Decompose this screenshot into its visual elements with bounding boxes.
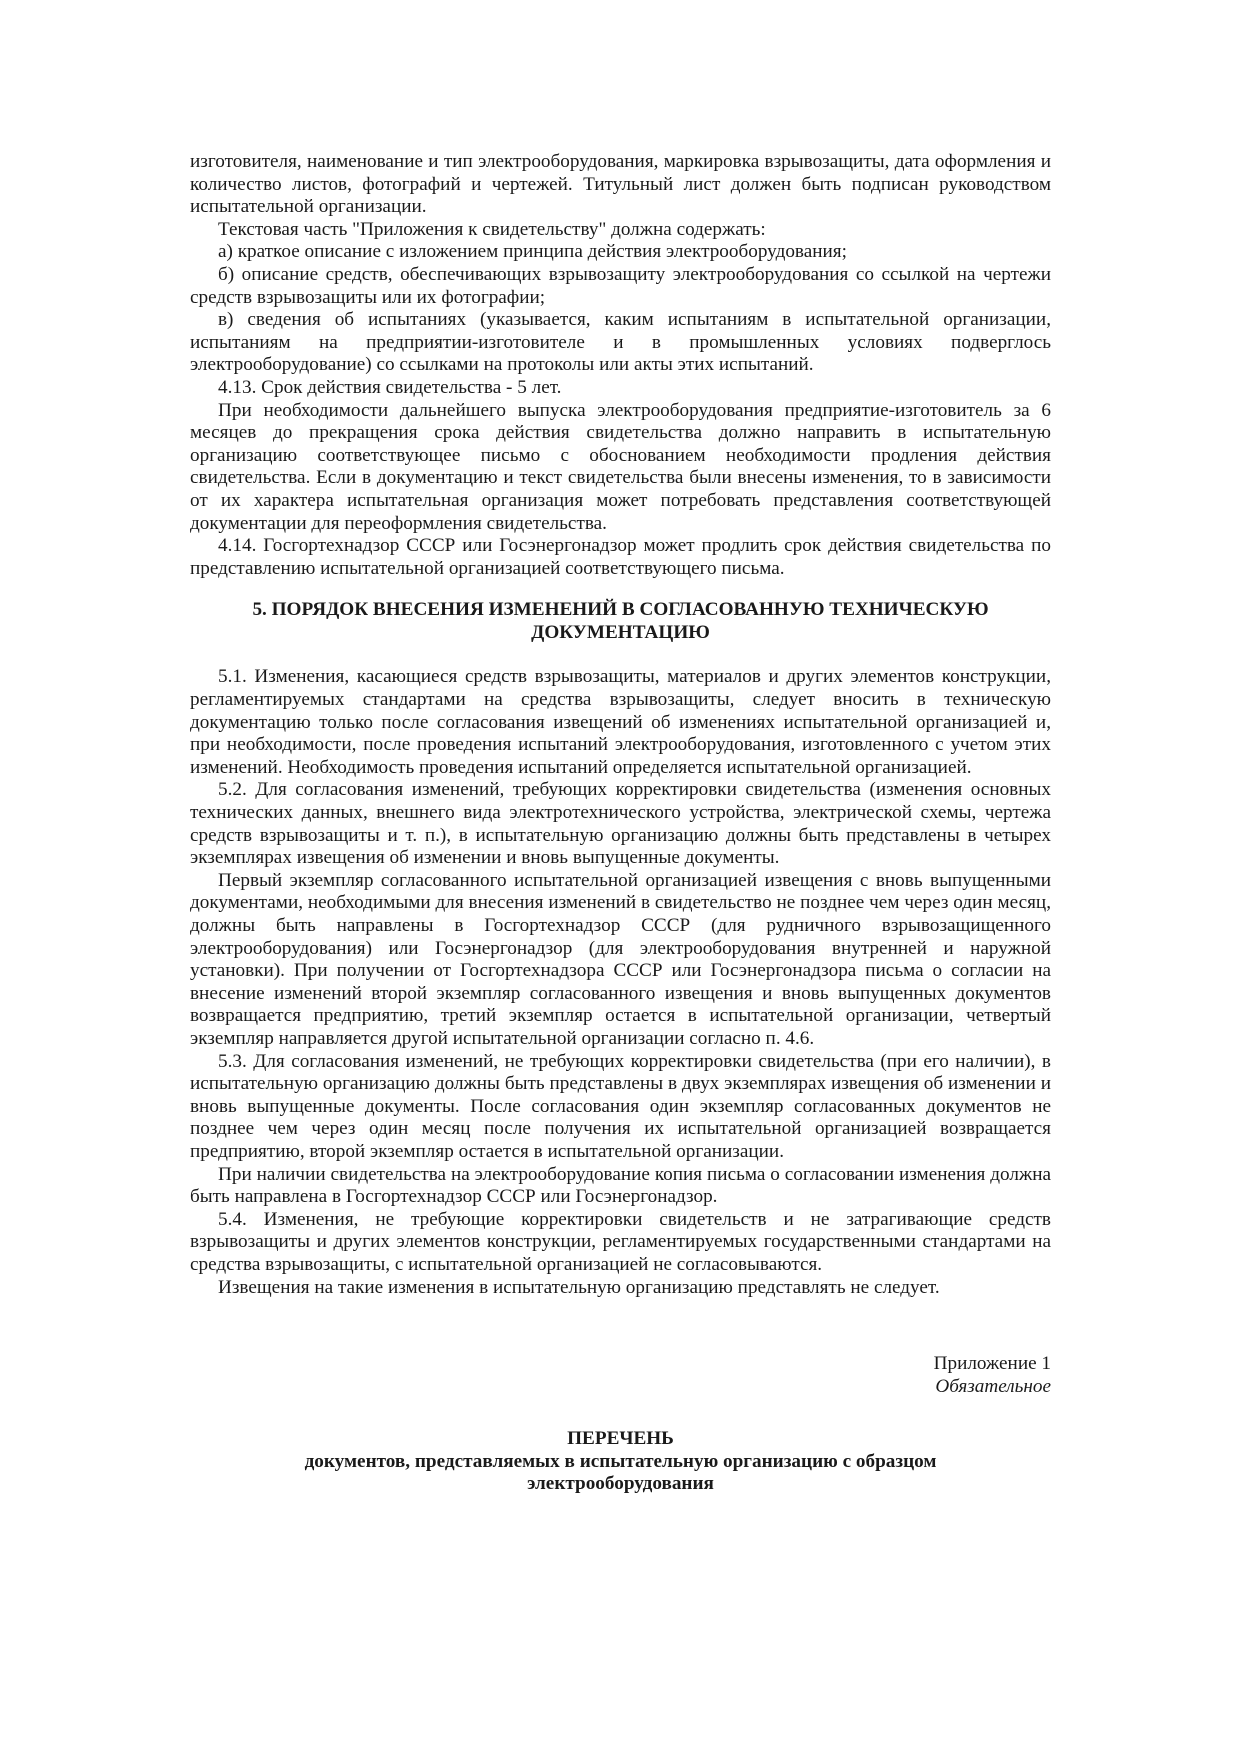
document-page — [190, 151, 1051, 1496]
paragraph-title-page-requirements: изготовителя, наименование и тип электрооборудования, маркировка взрывозащиты, дата оформления и количество листов, фотографий и чертежей. Титульный лист должен быть подписан руководством испытательной организации. — [190, 151, 1051, 218]
paragraph-certificate-copy: При наличии свидетельства на электрооборудование копия письма о согласовании изменения должна быть направлена в Госгортехнадзор СССР или Госэнергонадзор. — [190, 1163, 1051, 1208]
paragraph-extension: При необходимости дальнейшего выпуска электрооборудования предприятие-изготовитель за 6 месяцев до прекращения срока действия свидетельства должно направить в испытательную организацию соответствующее письмо с обоснованием необходимости продления действия свидетельства. Если в документацию и текст свидетельства были внесены изменения, то в зависимости от их характера испытательная организация может потребовать представления соответствующей документации для переоформления свидетельства. — [190, 399, 1051, 534]
list-title-block — [190, 1428, 1051, 1496]
list-title: ПЕРЕЧЕНЬ — [567, 1428, 674, 1450]
paragraph-5-1: 5.1. Изменения, касающиеся средств взрывозащиты, материалов и других элементов конструкции, регламентируемых стандартами на средства взрывозащиты, следует вносить в техническую документацию только после согласования извещений об изменениях испытательной организацией и, при необходимости, после проведения испытаний электрооборудования, изготовленного с учетом этих изменений. Необходимость проведения испытаний определяется испытательной организацией. — [190, 666, 1051, 778]
list-item-b: б) описание средств, обеспечивающих взрывозащиту электрооборудования со ссылкой на чертежи средств взрывозащиты или их фотографии; — [190, 263, 1051, 308]
appendix-number: Приложение 1 — [933, 1353, 1051, 1375]
appendix-label-block — [190, 1353, 1051, 1398]
section-5-heading: 5. ПОРЯДОК ВНЕСЕНИЯ ИЗМЕНЕНИЙ В СОГЛАСОВАННУЮ ТЕХНИЧЕСКУЮ ДОКУМЕНТАЦИЮ — [252, 599, 989, 643]
paragraph-text-part-intro: Текстовая часть "Приложения к свидетельству" должна содержать: — [218, 218, 766, 240]
paragraph-5-4: 5.4. Изменения, не требующие корректировки свидетельств и не затрагивающие средств взрывозащиты и других элементов конструкции, регламентируемых государственными стандартами на средства взрывозащиты, с испытательной организацией не согласовываются. — [190, 1208, 1051, 1275]
paragraph-5-3: 5.3. Для согласования изменений, не требующих корректировки свидетельства (при его наличии), в испытательную организацию должны быть представлены в двух экземплярах извещения об изменении и вновь выпущенные документы. После согласования один экземпляр согласованных документов не позднее чем через один месяц после получения их испытательной организацией возвращается предприятию, второй экземпляр остается в испытательной организации. — [190, 1050, 1051, 1162]
list-subtitle: документов, представляемых в испытательную организацию с образцом электрооборудования — [304, 1450, 937, 1495]
list-item-v: в) сведения об испытаниях (указывается, каким испытаниям в испытательной организации, испытаниям на предприятии-изготовителе и в промышленных условиях подверглось электрооборудование) со ссылками на протоколы или акты этих испытаний. — [190, 309, 1051, 376]
list-item-a: а) краткое описание с изложением принципа действия электрооборудования; — [218, 241, 847, 263]
paragraph-4-14: 4.14. Госгортехнадзор СССР или Госэнергонадзор может продлить срок действия свидетельства по представлению испытательной организацией соответствующего письма. — [190, 535, 1051, 579]
paragraph-first-copy: Первый экземпляр согласованного испытательной организацией извещения с вновь выпущенными документами, необходимыми для внесения изменений в свидетельство не позднее чем через один месяц, должны быть направлены в Госгортехнадзор СССР (для рудничного взрывозащищенного электрооборудования) или Госэнергонадзор (для электрооборудования внутренней и наружной установки). При получении от Госгортехнадзора СССР или Госэнергонадзора письма о согласии на внесение изменений второй экземпляр согласованного извещения и вновь выпущенных документов возвращается предприятию, третий экземпляр остается в испытательной организации, четвертый экземпляр направляется другой испытательной организации согласно п. 4.6. — [190, 869, 1051, 1049]
paragraph-5-2: 5.2. Для согласования изменений, требующих корректировки свидетельства (изменения основных технических данных, внешнего вида электротехнического устройства, электрической схемы, чертежа средств взрывозащиты и т. п.), в испытательную организацию должны быть представлены в четырех экземплярах извещения об изменении и вновь выпущенные документы. — [190, 779, 1051, 869]
appendix-kind: Обязательное — [935, 1375, 1051, 1397]
paragraph-notices: Извещения на такие изменения в испытательную организацию представлять не следует. — [218, 1276, 940, 1298]
paragraph-4-13: 4.13. Срок действия свидетельства - 5 лет. — [218, 376, 562, 398]
